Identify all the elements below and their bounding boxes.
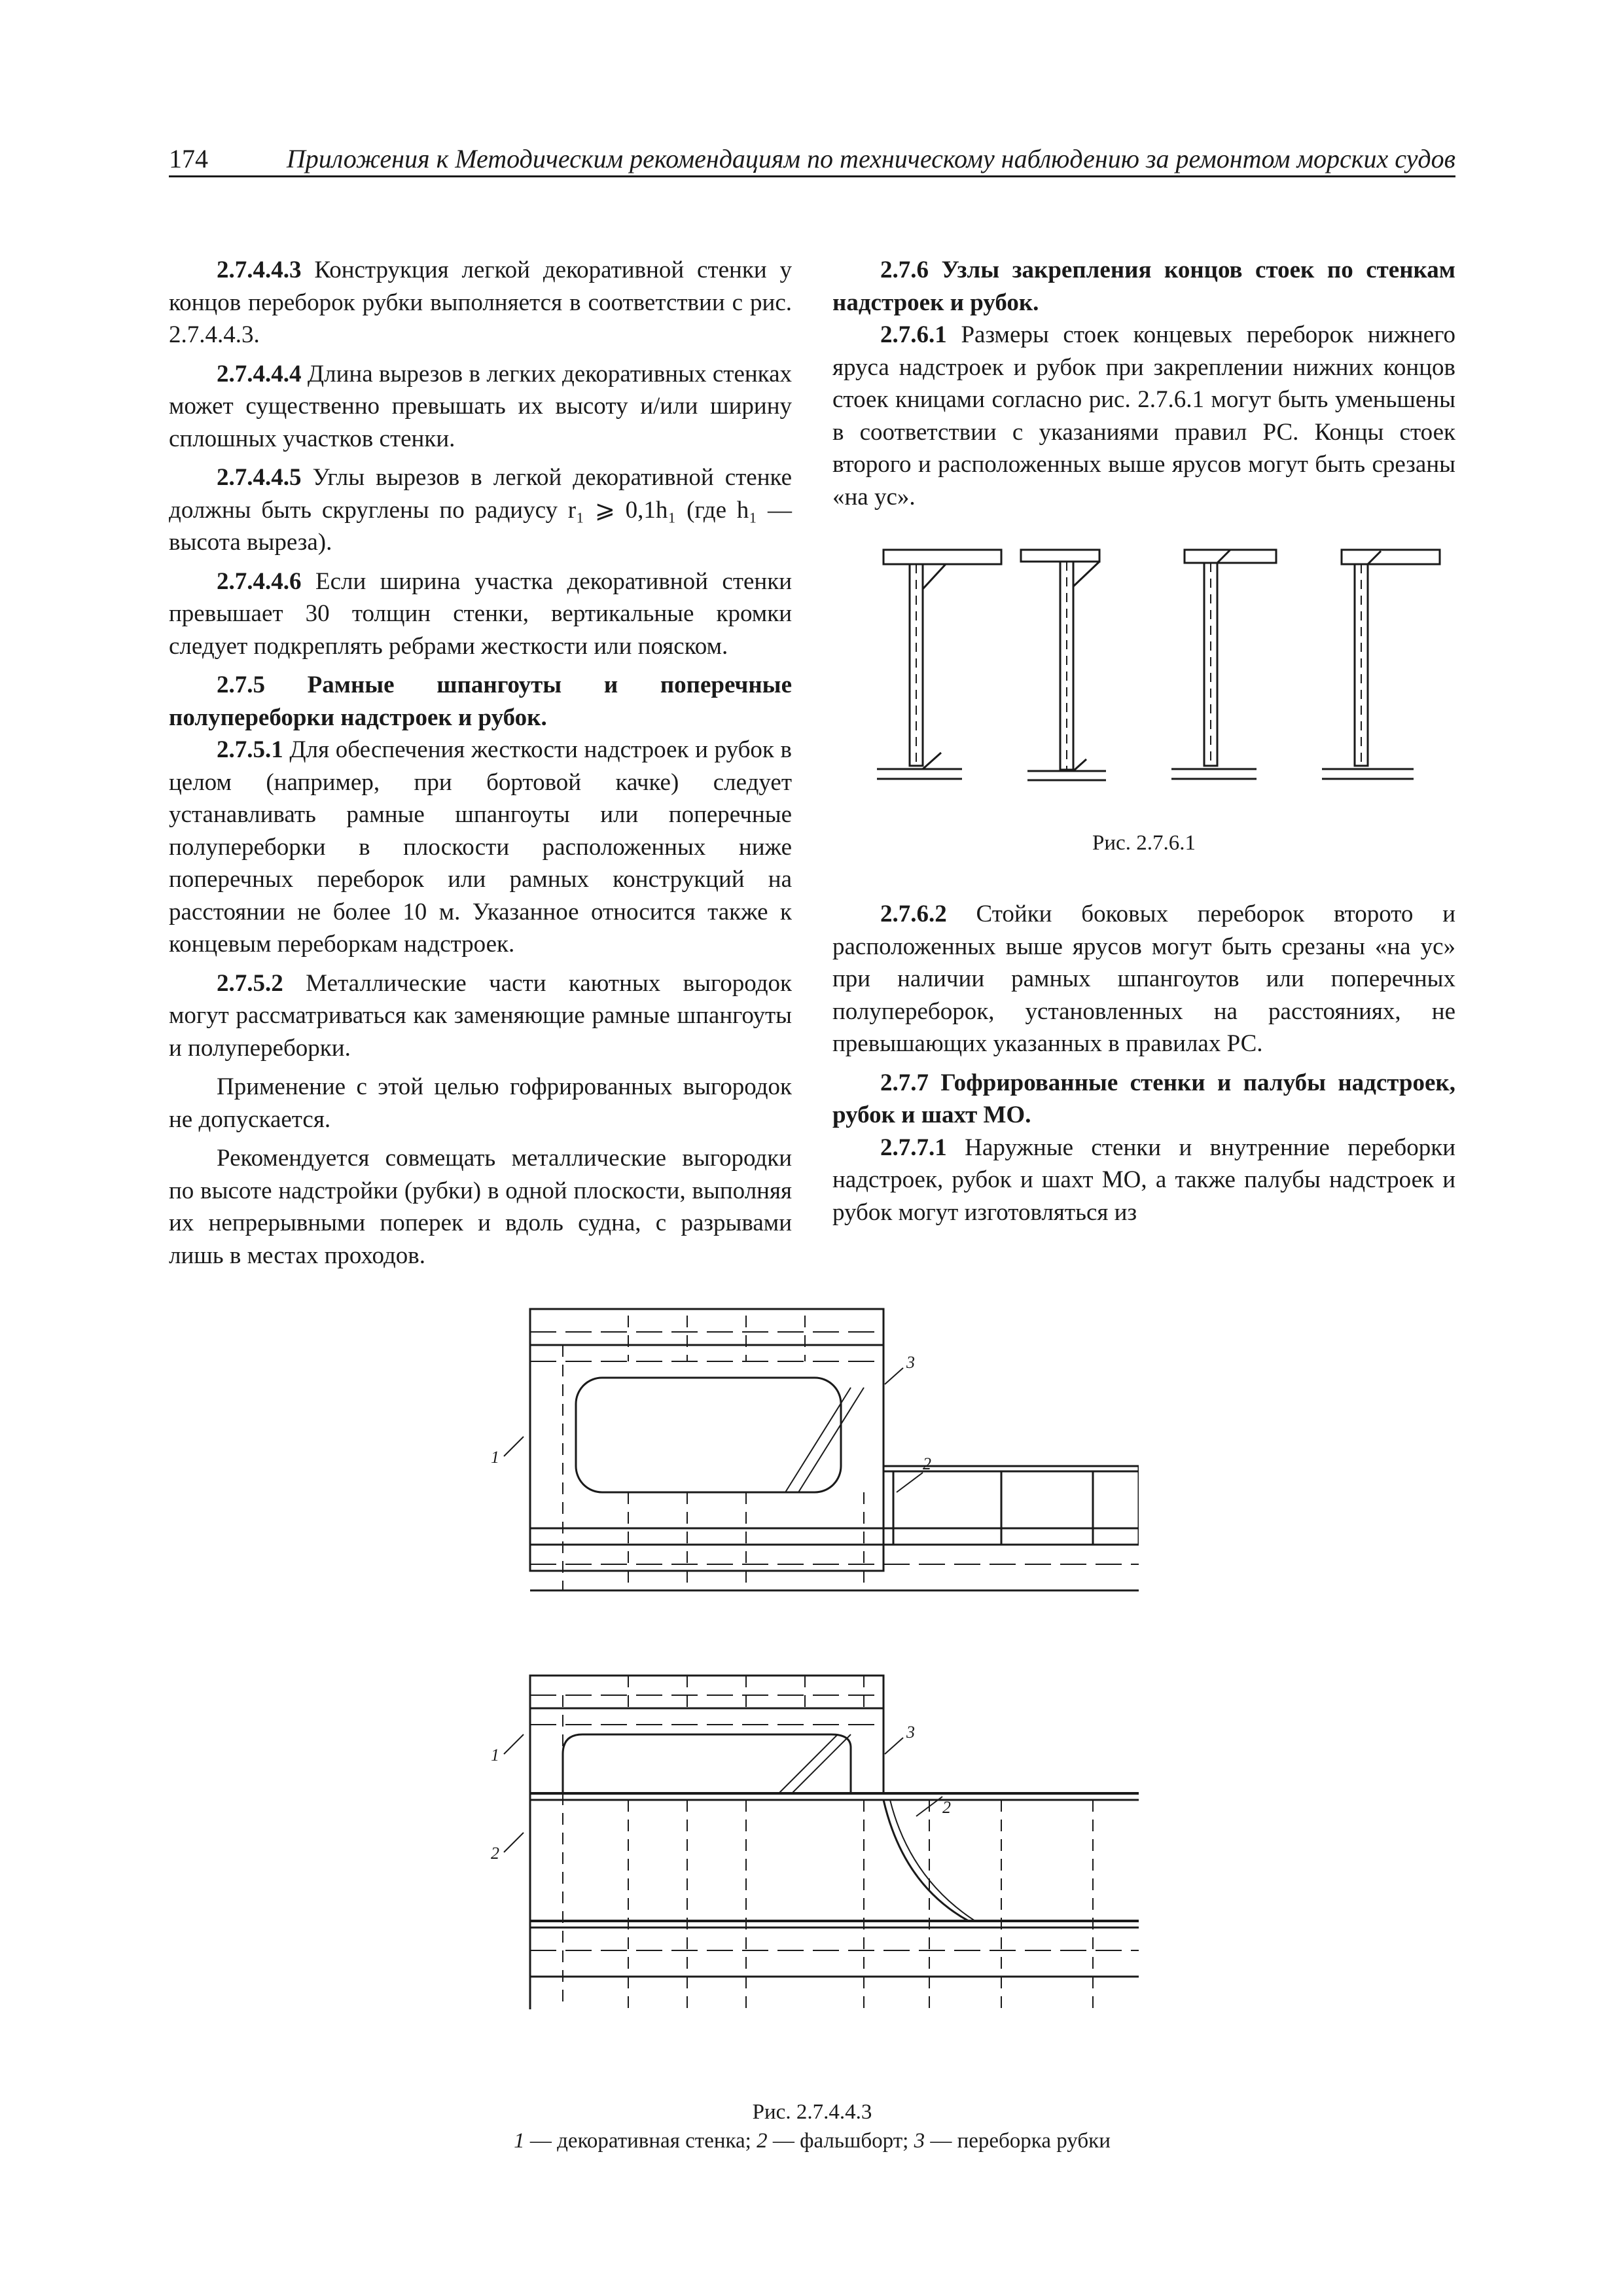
label-3-upper: 3 — [906, 1353, 915, 1372]
paragraph-2-7-5-1: 2.7.5.1 Для обеспечения жесткости надстроек и рубок в целом (например, при бортовой качке) следует устанавливать рамные шпангоуты или поперечные полупереборки в плоскости расположенных ниже поперечных переборок или рамных конструкций на расстоянии не более 10 м. Указанное относится также к концевым переборкам надстроек. — [169, 736, 792, 958]
figure-2-7-6-1 — [870, 537, 1446, 798]
page-number: 174 — [169, 144, 208, 173]
left-column — [169, 254, 792, 1272]
label-1-lower: 1 — [491, 1746, 499, 1765]
label-2-lower: 2 — [491, 1844, 499, 1863]
paragraph-recommendation: Рекомендуется совмещать металлические выгородки по высоте надстройки (рубки) в одной плоскости, выполняя их непрерывными поперек и вдоль судна, с разрывами лишь в местах проходов. — [169, 1145, 792, 1269]
label-2-lower-right: 2 — [942, 1798, 951, 1817]
right-column-bottom — [832, 898, 1455, 1229]
stiffener-detail-2 — [1021, 550, 1106, 780]
section-heading-2-7-6: 2.7.6 Узлы закрепления концов стоек по стенкам надстроек и рубок. — [832, 257, 1455, 316]
label-2-upper: 2 — [923, 1454, 931, 1473]
paragraph-2-7-7-1: 2.7.7.1 Наружные стенки и внутренние переборки надстроек, рубок и шахт МО, а также палубы надстроек и рубок могут изготовляться из — [832, 1134, 1455, 1226]
running-title: Приложения к Методическим рекомендациям по техническому наблюдению за ремонтом морских судов — [286, 144, 1455, 173]
paragraph-2-7-6-2: 2.7.6.2 Стойки боковых переборок второто и расположенных выше ярусов могут быть срезаны «на ус» при наличии рамных шпангоутов или поперечных полупереборок, установленных на расстояниях, не превышающих указанных в правилах РС. — [832, 901, 1455, 1057]
paragraph-2-7-6-1: 2.7.6.1 Размеры стоек концевых переборок нижнего яруса надстроек и рубок при закреплении нижних концов стоек кницами согласно рис. 2.7.6.1 могут быть уменьшены в соответствии с указаниями правил РС. Концы стоек второго и расположенных выше ярусов могут быть срезаны «на ус». — [832, 321, 1455, 511]
section-heading-2-7-7: 2.7.7 Гофрированные стенки и палубы надстроек, рубок и шахт МО. — [832, 1069, 1455, 1128]
paragraph-2-7-4-4-3: 2.7.4.4.3 Конструкция легкой декоративной стенки у концов переборок рубки выполняется в соответствии с рис. 2.7.4.4.3. — [169, 257, 792, 348]
right-column-top — [832, 254, 1455, 513]
lower-view — [504, 1676, 1139, 2009]
paragraph-2-7-4-4-4: 2.7.4.4.4 Длина вырезов в легких декоративных стенках может существенно превышать их высоту и/или ширину сплошных участков стенки. — [169, 360, 792, 452]
paragraph-2-7-5-2: 2.7.5.2 Металлические части каютных выгородок могут рассматриваться как заменяющие рамные шпангоуты и полупереборки. — [169, 969, 792, 1062]
stiffener-detail-3 — [1171, 550, 1276, 779]
stiffener-detail-1 — [877, 550, 1001, 779]
section-heading-2-7-5: 2.7.5 Рамные шпангоуты и поперечные полупереборки надстроек и рубок. — [169, 672, 792, 731]
figure-2-7-4-4-3-caption — [169, 2098, 1455, 2155]
paragraph-corrugated-note: Применение с этой целью гофрированных выгородок не допускается. — [169, 1073, 792, 1133]
paragraph-2-7-4-4-6: 2.7.4.4.6 Если ширина участка декоративной стенки превышает 30 толщин стенки, вертикальные кромки следует подкреплять ребрами жесткости или пояском. — [169, 567, 792, 660]
upper-view — [484, 1302, 1139, 1590]
paragraph-2-7-4-4-5: 2.7.4.4.5 Углы вырезов в легкой декоративной стенке должны быть скруглены по радиусу r₁ ⩾ 0,1h₁ (где h₁ — высота выреза). — [169, 464, 792, 556]
figure-2-7-6-1-caption: Рис. 2.7.6.1 — [1092, 831, 1196, 855]
figure-2-7-4-4-3-title: Рис. 2.7.4.4.3 — [752, 2100, 872, 2124]
figure-2-7-4-4-3-legend: 1 — декоративная стенка; 2 — фальшборт; 3 — переборка рубки — [514, 2129, 1111, 2153]
label-1-upper: 1 — [491, 1448, 499, 1467]
running-header — [169, 143, 1455, 177]
figure-2-7-4-4-3 — [484, 1302, 1139, 2101]
stiffener-detail-4 — [1322, 550, 1440, 779]
label-3-lower: 3 — [906, 1723, 915, 1742]
